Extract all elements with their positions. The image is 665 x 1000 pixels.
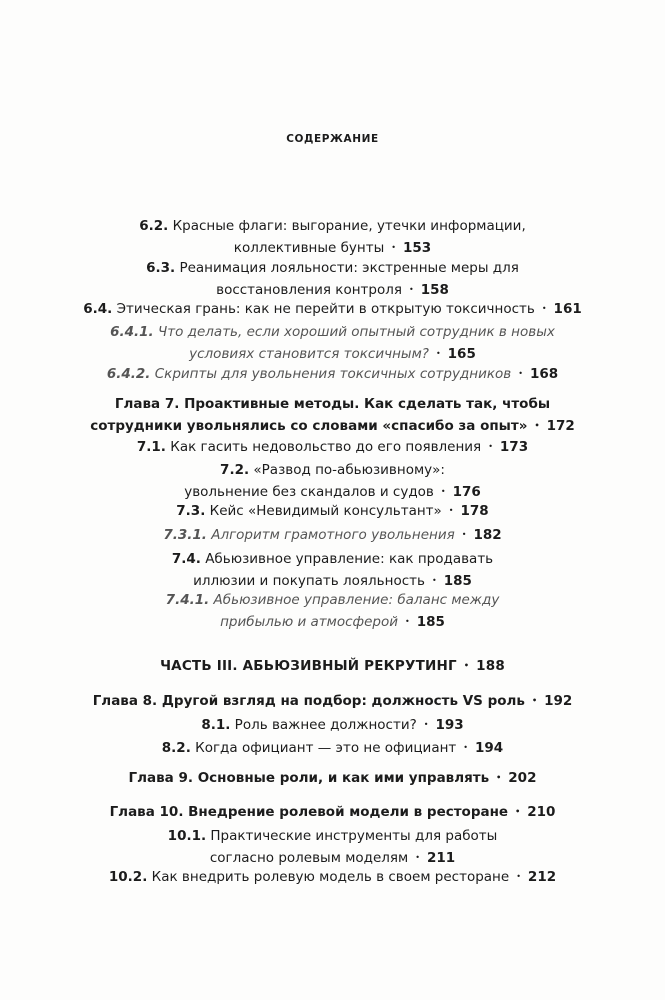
entry-title: Как внедрить ролевую модель в своем ресторане	[151, 869, 510, 885]
entry-title: Что делать, если хороший опытный сотрудник в новых	[157, 324, 555, 340]
page-number: 161	[553, 301, 582, 317]
section-number: 6.4.	[83, 301, 113, 317]
chapter-title: Глава 8. Другой взгляд на подбор: должность VS роль	[92, 693, 525, 709]
chapter-title: Глава 10. Внедрение ролевой модели в ресторане	[109, 804, 509, 820]
entry-title: Роль важнее должности?	[234, 717, 417, 733]
toc-chapter-8[interactable]	[0, 690, 665, 712]
page-number: 194	[475, 740, 504, 756]
bullet-separator: •	[448, 506, 454, 515]
page-number: 178	[460, 503, 489, 519]
bullet-separator: •	[435, 349, 441, 358]
page-number: 185	[443, 573, 472, 589]
toc-line	[0, 500, 665, 522]
toc-entry-6-4[interactable]	[0, 298, 665, 320]
toc-line	[0, 363, 665, 385]
page-number: 158	[420, 282, 449, 298]
page-number: 188	[476, 658, 505, 674]
bullet-separator: •	[531, 696, 538, 705]
toc-line	[0, 714, 665, 736]
toc-entry-7-3-1[interactable]	[0, 524, 665, 546]
toc-line	[0, 459, 665, 481]
entry-title: «Развод по-абьюзивному»:	[253, 462, 445, 478]
toc-line	[0, 655, 665, 677]
entry-title: Как гасить недовольство до его появления	[170, 439, 482, 455]
entry-title: Алгоритм грамотного увольнения	[211, 527, 455, 543]
toc-line	[0, 257, 665, 279]
entry-title: Абьюзивное управление: баланс между	[213, 592, 500, 608]
toc-chapter-10[interactable]	[0, 801, 665, 823]
entry-title: Скрипты для увольнения токсичных сотрудников	[154, 366, 512, 382]
entry-title: восстановления контроля	[216, 282, 402, 298]
bullet-separator: •	[408, 285, 414, 294]
bullet-separator: •	[496, 773, 502, 782]
toc-part-3[interactable]	[0, 655, 665, 677]
page-number: 212	[527, 869, 557, 885]
bullet-separator: •	[541, 304, 547, 313]
toc-line	[0, 393, 665, 415]
toc-entry-10-1[interactable]	[0, 825, 665, 869]
entry-title: Реанимация лояльности: экстренные меры для	[179, 260, 519, 276]
entry-title: иллюзии и покупать лояльность	[193, 573, 425, 589]
bullet-separator: •	[440, 487, 446, 496]
bullet-separator: •	[461, 530, 467, 539]
bullet-separator: •	[516, 872, 521, 881]
chapter-title: сотрудники увольнялись со словами «спасибо за опыт»	[90, 418, 528, 434]
toc-line	[0, 321, 665, 343]
toc-entry-10-2[interactable]	[0, 866, 665, 888]
toc-line	[0, 690, 665, 712]
toc-entry-7-1[interactable]	[0, 436, 665, 458]
toc-entry-6-4-2[interactable]	[0, 363, 665, 385]
toc-entry-6-2[interactable]	[0, 215, 665, 259]
page-number: 182	[473, 527, 502, 543]
bullet-separator: •	[463, 743, 469, 752]
page-number: 168	[529, 366, 559, 382]
chapter-title: Глава 9. Основные роли, и как ими управлять	[128, 770, 490, 786]
toc-line	[0, 737, 665, 759]
bullet-separator: •	[431, 576, 437, 585]
page-number: 153	[403, 240, 432, 256]
section-number: 7.1.	[136, 439, 166, 455]
toc-line	[0, 548, 665, 570]
toc-entry-7-4-1[interactable]	[0, 589, 665, 633]
toc-line	[0, 436, 665, 458]
entry-title: прибылью и атмосферой	[220, 614, 398, 630]
toc-line	[0, 801, 665, 823]
section-number: 8.2.	[161, 740, 191, 756]
bullet-separator: •	[515, 807, 521, 816]
page-number: 202	[508, 770, 537, 786]
section-number: 8.1.	[201, 717, 231, 733]
toc-entry-6-3[interactable]	[0, 257, 665, 301]
part-title: ЧАСТЬ III. АБЬЮЗИВНЫЙ РЕКРУТИНГ	[160, 658, 457, 674]
chapter-title: Глава 7. Проактивные методы. Как сделать так, чтобы	[114, 396, 551, 412]
section-number: 10.2.	[108, 869, 148, 885]
entry-title: Абьюзивное управление: как продавать	[205, 551, 494, 567]
bullet-separator: •	[391, 243, 396, 252]
page-number: 172	[546, 418, 575, 434]
toc-line	[0, 298, 665, 320]
bullet-separator: •	[463, 661, 470, 670]
page-number: 193	[435, 717, 464, 733]
page-number: 192	[544, 693, 573, 709]
section-number: 6.4.2.	[106, 366, 151, 382]
toc-line	[0, 415, 665, 437]
page-number: 165	[447, 346, 476, 362]
entry-title: Красные флаги: выгорание, утечки информации,	[172, 218, 526, 234]
bullet-separator: •	[534, 421, 540, 430]
entry-title: увольнение без скандалов и судов	[184, 484, 434, 500]
toc-chapter-7[interactable]	[0, 393, 665, 437]
section-number: 7.3.1.	[163, 527, 207, 543]
bullet-separator: •	[415, 853, 420, 862]
bullet-separator: •	[423, 720, 429, 729]
toc-entry-6-4-1[interactable]	[0, 321, 665, 365]
bullet-separator: •	[488, 442, 493, 451]
entry-title: коллективные бунты	[233, 240, 385, 256]
toc-line	[0, 866, 665, 888]
toc-line	[0, 611, 665, 633]
section-number: 7.4.	[171, 551, 201, 567]
toc-heading: СОДЕРЖАНИЕ	[286, 133, 379, 145]
section-number: 7.2.	[220, 462, 250, 478]
toc-line	[0, 343, 665, 365]
section-number: 6.2.	[139, 218, 169, 234]
entry-title: Практические инструменты для работы	[210, 828, 498, 844]
entry-title: согласно ролевым моделям	[209, 850, 409, 866]
toc-line	[0, 825, 665, 847]
page-number: 176	[452, 484, 481, 500]
toc-entry-7-2[interactable]	[0, 459, 665, 503]
section-number: 10.1.	[167, 828, 207, 844]
section-number: 6.4.1.	[110, 324, 154, 340]
toc-entry-8-1[interactable]	[0, 714, 665, 736]
toc-line	[0, 767, 665, 789]
bullet-separator: •	[518, 369, 523, 378]
page-number: 185	[416, 614, 445, 630]
toc-line	[0, 237, 665, 259]
toc-line	[0, 524, 665, 546]
toc-entry-7-3[interactable]	[0, 500, 665, 522]
toc-chapter-9[interactable]	[0, 767, 665, 789]
page-number: 211	[426, 850, 456, 866]
entry-title: Этическая грань: как не перейти в открытую токсичность	[116, 301, 535, 317]
page-number: 210	[527, 804, 556, 820]
section-number: 7.3.	[176, 503, 206, 519]
entry-title: Кейс «Невидимый консультант»	[209, 503, 442, 519]
entry-title: Когда официант — это не официант	[195, 740, 457, 756]
toc-entry-8-2[interactable]	[0, 737, 665, 759]
section-number: 7.4.1.	[165, 592, 210, 608]
page-number: 173	[499, 439, 529, 455]
bullet-separator: •	[405, 617, 410, 626]
toc-entry-7-4[interactable]	[0, 548, 665, 592]
toc-line	[0, 215, 665, 237]
entry-title: условиях становится токсичным?	[189, 346, 429, 362]
toc-line	[0, 589, 665, 611]
section-number: 6.3.	[146, 260, 176, 276]
